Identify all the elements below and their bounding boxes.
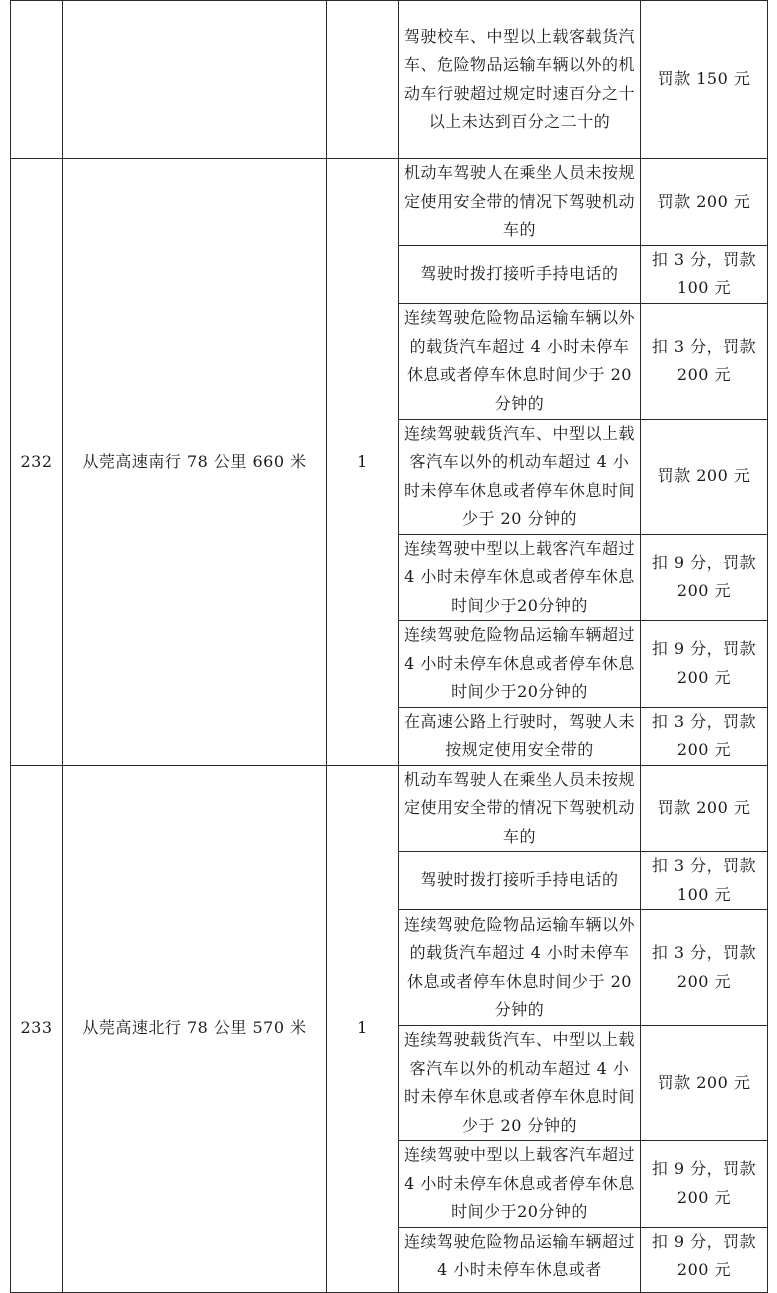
violation-description-cell: 连续驾驶中型以上载客汽车超过 4 小时未停车休息或者停车休息时间少于20分钟的 <box>399 534 641 621</box>
record-number-cell <box>11 1 63 159</box>
penalty-cell: 扣 3 分，罚款 200 元 <box>641 910 768 1026</box>
violation-description-cell: 在高速公路上行驶时，驾驶人未按规定使用安全带的 <box>399 707 641 765</box>
violation-description-cell: 连续驾驶危险物品运输车辆以外的载货汽车超过 4 小时未停车休息或者停车休息时间少于 20 分钟的 <box>399 303 641 419</box>
violation-description-cell: 驾驶校车、中型以上载客载货汽车、危险物品运输车辆以外的机动车行驶超过规定时速百分之十以上未达到百分之二十的 <box>399 1 641 159</box>
record-number-cell: 232 <box>11 159 63 766</box>
penalty-cell: 扣 9 分，罚款 200 元 <box>641 534 768 621</box>
penalty-cell: 罚款 150 元 <box>641 1 768 159</box>
table-row <box>11 1 768 159</box>
penalty-cell: 扣 3 分，罚款 100 元 <box>641 852 768 910</box>
location-cell: 从莞高速北行 78 公里 570 米 <box>63 765 327 1292</box>
table-row <box>11 765 768 852</box>
violation-description-cell: 驾驶时拨打接听手持电话的 <box>399 852 641 910</box>
violation-description-cell: 连续驾驶危险物品运输车辆超过 4 小时未停车休息或者 <box>399 1227 641 1292</box>
violation-description-cell: 连续驾驶危险物品运输车辆以外的载货汽车超过 4 小时未停车休息或者停车休息时间少于 20 分钟的 <box>399 910 641 1026</box>
table-row <box>11 159 768 246</box>
penalty-cell: 扣 9 分，罚款 200 元 <box>641 1227 768 1292</box>
record-number-cell: 233 <box>11 765 63 1292</box>
penalty-cell: 扣 9 分，罚款 200 元 <box>641 1141 768 1228</box>
location-cell: 从莞高速南行 78 公里 660 米 <box>63 159 327 766</box>
violation-description-cell: 连续驾驶中型以上载客汽车超过 4 小时未停车休息或者停车休息时间少于20分钟的 <box>399 1141 641 1228</box>
count-cell: 1 <box>327 765 399 1292</box>
count-cell: 1 <box>327 159 399 766</box>
penalty-cell: 罚款 200 元 <box>641 765 768 852</box>
violation-description-cell: 连续驾驶危险物品运输车辆超过 4 小时未停车休息或者停车休息时间少于20分钟的 <box>399 621 641 708</box>
penalty-cell: 罚款 200 元 <box>641 419 768 534</box>
penalty-cell: 扣 9 分，罚款 200 元 <box>641 621 768 708</box>
violation-description-cell: 连续驾驶载货汽车、中型以上载客汽车以外的机动车超过 4 小时未停车休息或者停车休息时间少于 20 分钟的 <box>399 1026 641 1141</box>
violation-description-cell: 机动车驾驶人在乘坐人员未按规定使用安全带的情况下驾驶机动车的 <box>399 159 641 246</box>
location-cell <box>63 1 327 159</box>
violation-description-cell: 驾驶时拨打接听手持电话的 <box>399 245 641 303</box>
penalty-cell: 罚款 200 元 <box>641 159 768 246</box>
penalty-cell: 扣 3 分，罚款 200 元 <box>641 707 768 765</box>
penalty-cell: 罚款 200 元 <box>641 1026 768 1141</box>
penalty-cell: 扣 3 分，罚款 100 元 <box>641 245 768 303</box>
violation-description-cell: 机动车驾驶人在乘坐人员未按规定使用安全带的情况下驾驶机动车的 <box>399 765 641 852</box>
violations-table <box>10 0 768 1293</box>
count-cell <box>327 1 399 159</box>
violation-description-cell: 连续驾驶载货汽车、中型以上载客汽车以外的机动车超过 4 小时未停车休息或者停车休息时间少于 20 分钟的 <box>399 419 641 534</box>
penalty-cell: 扣 3 分，罚款 200 元 <box>641 303 768 419</box>
